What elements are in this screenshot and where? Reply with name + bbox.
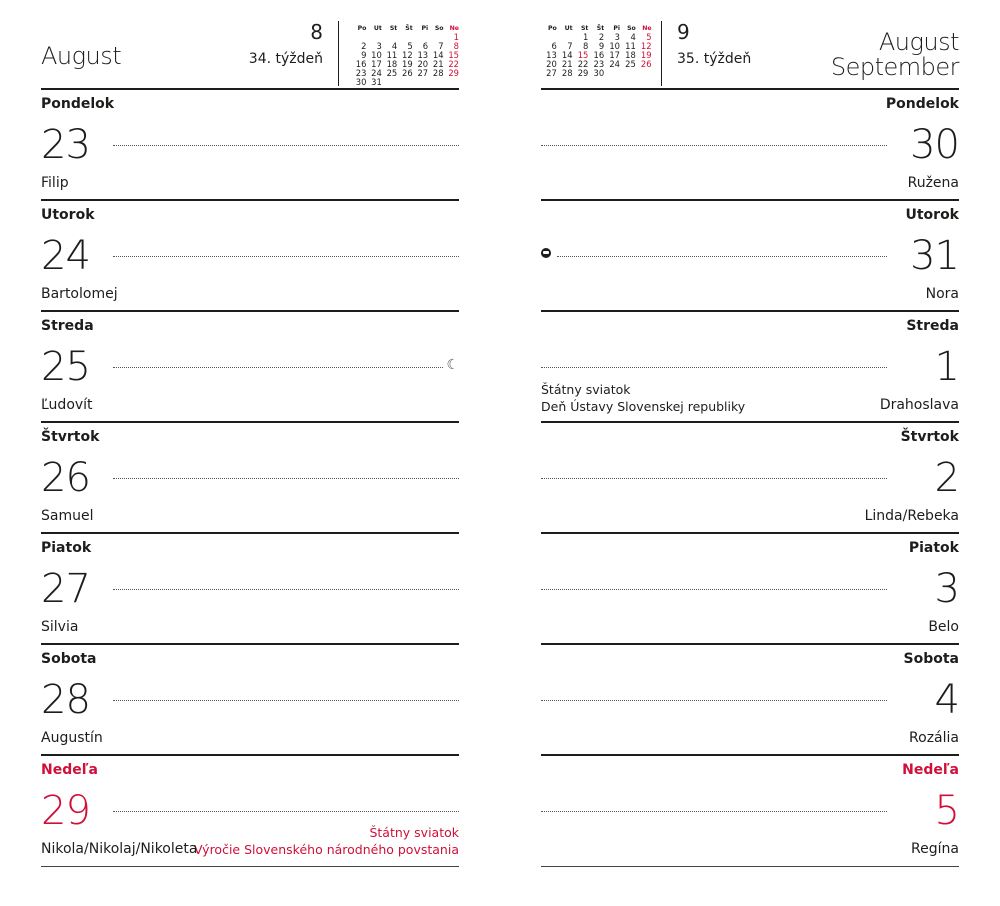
name-day: Ružena bbox=[907, 175, 959, 191]
mini-calendar-date bbox=[413, 78, 428, 87]
mini-calendar-date: 5 bbox=[646, 32, 652, 42]
mini-calendar-date: 9 bbox=[361, 50, 367, 60]
mini-calendar-date: 13 bbox=[546, 50, 557, 60]
name-day: Filip bbox=[41, 175, 69, 191]
mini-calendar-date: 15 bbox=[577, 50, 589, 60]
mini-calendar-date: 9 bbox=[598, 41, 605, 51]
day-name: Streda bbox=[41, 318, 94, 334]
writing-line[interactable] bbox=[113, 256, 459, 257]
mini-calendar-date: 7 bbox=[567, 41, 573, 51]
weekday-header: Ut bbox=[373, 25, 382, 32]
day-name: Pondelok bbox=[41, 96, 115, 112]
full-moon-icon bbox=[541, 248, 551, 258]
mini-calendar-date: 16 bbox=[593, 50, 605, 60]
weekday-header: Ne bbox=[642, 25, 652, 32]
day-divider bbox=[41, 866, 459, 867]
mini-calendar-date: 27 bbox=[417, 68, 429, 78]
day-name: Štvrtok bbox=[900, 429, 959, 445]
mini-calendar-date: 7 bbox=[438, 41, 444, 51]
day-row[interactable] bbox=[41, 312, 459, 423]
mini-calendar-date: 20 bbox=[417, 59, 429, 69]
mini-calendar-date: 26 bbox=[402, 68, 413, 78]
mini-calendar-header bbox=[351, 24, 459, 33]
mini-calendar-date: 25 bbox=[625, 59, 636, 69]
mini-calendar-date: 11 bbox=[386, 50, 398, 60]
day-number: 28 bbox=[41, 677, 90, 723]
mini-calendar-date bbox=[382, 78, 397, 87]
week-number: 9 bbox=[677, 20, 690, 44]
day-divider bbox=[541, 866, 959, 867]
mini-calendar-date: 28 bbox=[561, 68, 573, 78]
day-row[interactable] bbox=[41, 90, 459, 201]
day-name: Piatok bbox=[41, 540, 92, 556]
mini-calendar-date: 4 bbox=[391, 41, 398, 51]
week-label: 35. týždeň bbox=[677, 51, 752, 67]
holiday-note bbox=[541, 381, 745, 415]
writing-line[interactable] bbox=[541, 145, 887, 146]
holiday-name: Výročie Slovenského národného povstania bbox=[193, 842, 459, 857]
mini-calendar-date: 1 bbox=[583, 32, 589, 42]
name-day: Nora bbox=[925, 286, 959, 302]
mini-calendar-date: 2 bbox=[361, 41, 367, 51]
day-row[interactable] bbox=[41, 201, 459, 312]
mini-calendar-date: 14 bbox=[432, 50, 444, 60]
day-number: 30 bbox=[910, 122, 959, 168]
mini-calendar-date: 22 bbox=[577, 59, 589, 69]
mini-calendar-date: 23 bbox=[355, 68, 367, 78]
day-row[interactable] bbox=[541, 534, 959, 645]
day-number: 2 bbox=[934, 455, 959, 501]
day-name: Sobota bbox=[41, 651, 97, 667]
day-name: Streda bbox=[906, 318, 959, 334]
day-row[interactable] bbox=[541, 90, 959, 201]
mini-calendar-date: 19 bbox=[640, 50, 652, 60]
left-page bbox=[41, 0, 459, 906]
mini-calendar-date: 18 bbox=[625, 50, 636, 60]
weekday-header: St bbox=[389, 25, 398, 32]
name-day: Linda/Rebeka bbox=[864, 508, 959, 524]
day-name: Utorok bbox=[905, 207, 959, 223]
moon-icon: ☾ bbox=[446, 357, 459, 373]
holiday-type: Štátny sviatok bbox=[369, 825, 459, 840]
month-title: August bbox=[41, 42, 122, 70]
writing-line[interactable] bbox=[113, 811, 459, 812]
day-name: Sobota bbox=[903, 651, 959, 667]
day-name: Štvrtok bbox=[41, 429, 100, 445]
week-number: 8 bbox=[310, 20, 323, 44]
day-row[interactable] bbox=[541, 312, 959, 423]
day-number: 4 bbox=[934, 677, 959, 723]
day-row[interactable] bbox=[541, 201, 959, 312]
day-number: 3 bbox=[934, 566, 959, 612]
writing-line[interactable] bbox=[113, 589, 459, 590]
writing-line[interactable] bbox=[541, 478, 887, 479]
mini-calendar-date: 4 bbox=[630, 32, 636, 42]
mini-calendar-date: 30 bbox=[355, 77, 367, 87]
mini-calendar-date: 11 bbox=[625, 41, 636, 51]
day-row[interactable] bbox=[541, 423, 959, 534]
mini-calendar-date: 25 bbox=[386, 68, 398, 78]
writing-line[interactable] bbox=[541, 367, 887, 368]
mini-calendar-date: 26 bbox=[640, 59, 652, 69]
right-page bbox=[541, 0, 959, 906]
mini-calendar-date bbox=[444, 78, 459, 87]
weekday-header: St bbox=[580, 25, 589, 32]
day-number: 27 bbox=[41, 566, 90, 612]
mini-calendar-date: 23 bbox=[593, 59, 605, 69]
day-name: Piatok bbox=[908, 540, 959, 556]
weekday-header: So bbox=[627, 25, 636, 32]
mini-calendar-date bbox=[636, 69, 652, 78]
day-row[interactable] bbox=[541, 645, 959, 756]
name-day: Samuel bbox=[41, 508, 94, 524]
mini-calendar-date: 21 bbox=[561, 59, 573, 69]
mini-calendar-date: 3 bbox=[376, 41, 382, 51]
mini-calendar-date: 28 bbox=[432, 68, 444, 78]
mini-calendar-date: 14 bbox=[561, 50, 573, 60]
name-day: Augustín bbox=[41, 730, 103, 746]
weekday-header: Po bbox=[357, 25, 367, 32]
mini-calendar-date: 21 bbox=[432, 59, 444, 69]
day-row[interactable] bbox=[541, 756, 959, 867]
mini-calendar-week bbox=[351, 69, 459, 78]
mini-calendar-date: 1 bbox=[453, 32, 459, 42]
name-day: Drahoslava bbox=[879, 397, 959, 413]
weekday-header: Po bbox=[548, 25, 557, 32]
day-number: 31 bbox=[910, 233, 959, 279]
mini-calendar-week bbox=[351, 78, 459, 87]
day-number: 5 bbox=[934, 788, 959, 834]
mini-calendar-date: 13 bbox=[417, 50, 429, 60]
day-number: 29 bbox=[41, 788, 90, 834]
holiday-name: Deň Ústavy Slovenskej republiky bbox=[541, 399, 746, 414]
week-label: 34. týždeň bbox=[248, 51, 323, 67]
mini-calendar-date: 29 bbox=[448, 68, 459, 78]
day-number: 24 bbox=[41, 233, 90, 279]
mini-calendar bbox=[351, 24, 459, 87]
weekday-header: Pi bbox=[613, 25, 620, 32]
writing-line[interactable] bbox=[541, 811, 887, 812]
weekday-header: Pi bbox=[421, 25, 429, 32]
name-day: Regína bbox=[911, 841, 959, 857]
mini-calendar-date: 6 bbox=[422, 41, 429, 51]
mini-calendar-date: 17 bbox=[371, 59, 382, 69]
day-number: 26 bbox=[41, 455, 90, 501]
mini-calendar-date: 3 bbox=[614, 32, 620, 42]
mini-calendar-date: 31 bbox=[371, 77, 382, 87]
weekday-header: Št bbox=[596, 25, 605, 32]
mini-calendar-date: 10 bbox=[371, 50, 382, 60]
mini-calendar-date: 29 bbox=[577, 68, 589, 78]
day-row[interactable] bbox=[41, 645, 459, 756]
mini-calendar-date: 20 bbox=[546, 59, 557, 69]
mini-calendar-date: 24 bbox=[609, 59, 620, 69]
holiday-note bbox=[194, 824, 459, 858]
header-divider bbox=[661, 21, 662, 86]
name-day: Belo bbox=[928, 619, 959, 635]
mini-calendar-date: 19 bbox=[402, 59, 413, 69]
mini-calendar bbox=[541, 24, 652, 78]
holiday-type: Štátny sviatok bbox=[541, 382, 631, 397]
writing-line[interactable] bbox=[113, 478, 459, 479]
mini-calendar-date: 30 bbox=[593, 68, 605, 78]
mini-calendar-date bbox=[428, 78, 443, 87]
day-name: Utorok bbox=[41, 207, 95, 223]
header-divider bbox=[338, 21, 339, 86]
mini-calendar-date bbox=[397, 78, 412, 87]
mini-calendar-date: 27 bbox=[546, 68, 557, 78]
writing-line[interactable] bbox=[113, 145, 459, 146]
name-day: Rozália bbox=[909, 730, 959, 746]
day-name: Nedeľa bbox=[902, 762, 959, 778]
name-day: Silvia bbox=[41, 619, 79, 635]
writing-line[interactable] bbox=[541, 589, 887, 590]
mini-calendar-date: 5 bbox=[407, 41, 413, 51]
mini-calendar-date bbox=[620, 69, 636, 78]
mini-calendar-date: 17 bbox=[609, 50, 620, 60]
day-row[interactable] bbox=[41, 423, 459, 534]
day-number: 1 bbox=[934, 344, 959, 390]
day-name: Nedeľa bbox=[41, 762, 98, 778]
mini-calendar-date: 22 bbox=[448, 59, 459, 69]
mini-calendar-date bbox=[604, 69, 620, 78]
mini-calendar-date: 12 bbox=[402, 50, 413, 60]
day-number: 25 bbox=[41, 344, 90, 390]
mini-calendar-date: 8 bbox=[453, 41, 459, 51]
weekday-header: Ut bbox=[564, 25, 573, 32]
name-day: Nikola/Nikolaj/Nikoleta bbox=[41, 841, 198, 857]
day-row[interactable] bbox=[41, 534, 459, 645]
mini-calendar-date: 12 bbox=[640, 41, 652, 51]
mini-calendar-date: 2 bbox=[598, 32, 605, 42]
weekday-header: So bbox=[434, 25, 444, 32]
mini-calendar-date: 8 bbox=[583, 41, 589, 51]
writing-line[interactable] bbox=[541, 700, 887, 701]
mini-calendar-date: 24 bbox=[371, 68, 382, 78]
day-name: Pondelok bbox=[885, 96, 959, 112]
day-row[interactable] bbox=[41, 756, 459, 867]
name-day: Bartolomej bbox=[41, 286, 118, 302]
mini-calendar-week bbox=[541, 69, 652, 78]
mini-calendar-date: 10 bbox=[609, 41, 620, 51]
month-line-1: August bbox=[878, 28, 959, 56]
mini-calendar-date: 18 bbox=[386, 59, 398, 69]
day-number: 23 bbox=[41, 122, 90, 168]
weekday-header: Št bbox=[405, 25, 413, 32]
month-line-2: September bbox=[830, 53, 959, 81]
writing-line[interactable] bbox=[113, 700, 459, 701]
mini-calendar-date: 16 bbox=[355, 59, 367, 69]
mini-calendar-date: 15 bbox=[448, 50, 459, 60]
writing-line[interactable] bbox=[113, 367, 443, 368]
writing-line[interactable] bbox=[557, 256, 887, 257]
mini-calendar-date: 6 bbox=[551, 41, 557, 51]
name-day: Ľudovít bbox=[41, 397, 93, 413]
weekday-header: Ne bbox=[449, 25, 459, 32]
month-title bbox=[831, 30, 959, 80]
